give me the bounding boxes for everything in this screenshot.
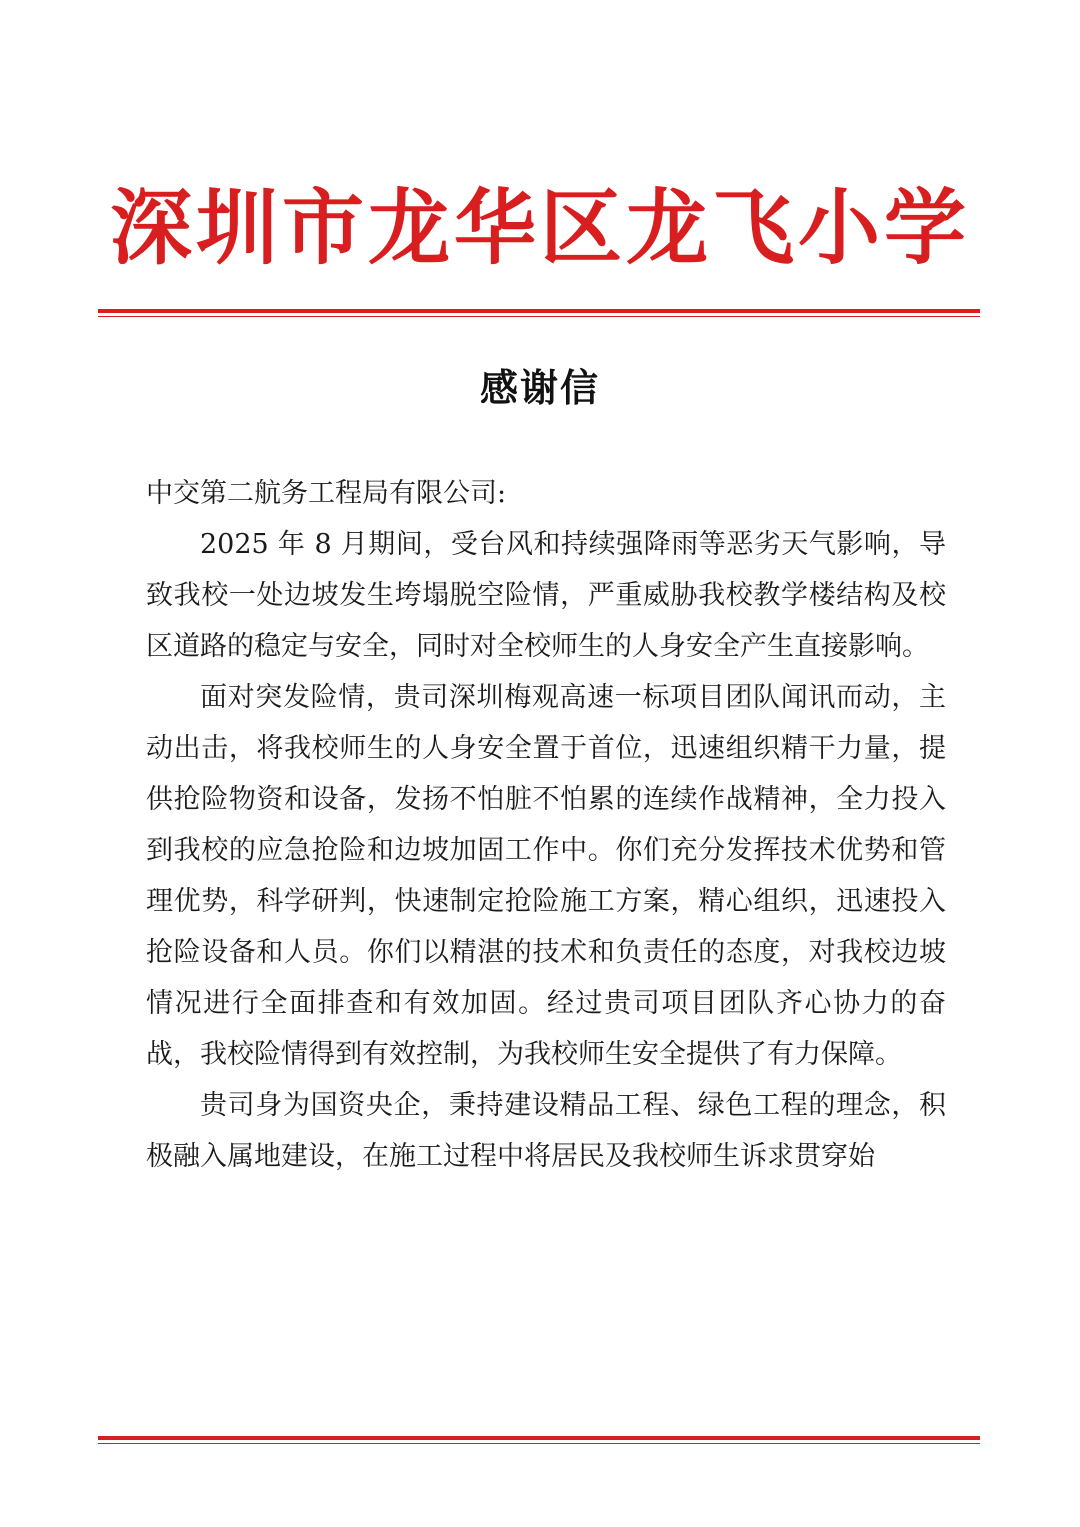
paragraph-2: 面对突发险情，贵司深圳梅观高速一标项目团队闻讯而动，主动出击，将我校师生的人身安全置于首位，迅速组织精干力量，提供抢险物资和设备，发扬不怕脏不怕累的连续作战精神，全力投入到我校的应急抢险和边坡加固工作中。你们充分发挥技术优势和管理优势，科学研判，快速制定抢险施工方案，精心组织，迅速投入抢险设备和人员。你们以精湛的技术和负责任的态度，对我校边坡情况进行全面排查和有效加固。经过贵司项目团队齐心协力的奋战，我校险情得到有效控制，为我校师生安全提供了有力保障。	[146, 682, 946, 1070]
letterhead-divider-top	[98, 309, 980, 317]
salutation: 中交第二航务工程局有限公司:	[146, 478, 507, 509]
footer-divider	[98, 1436, 980, 1444]
letterhead-school-name: 深圳市龙华区龙飞小学	[109, 180, 970, 276]
letter-body	[146, 468, 946, 1182]
paragraph-3: 贵司身为国资央企，秉持建设精品工程、绿色工程的理念，积极融入属地建设，在施工过程中将居民及我校师生诉求贯穿始	[146, 1090, 946, 1172]
letter-title: 感谢信	[479, 365, 600, 410]
paragraph-1: 2025 年 8 月期间，受台风和持续强降雨等恶劣天气影响，导致我校一处边坡发生垮塌脱空险情，严重威胁我校教学楼结构及校区道路的稳定与安全，同时对全校师生的人身安全产生直接影响。	[146, 529, 946, 662]
